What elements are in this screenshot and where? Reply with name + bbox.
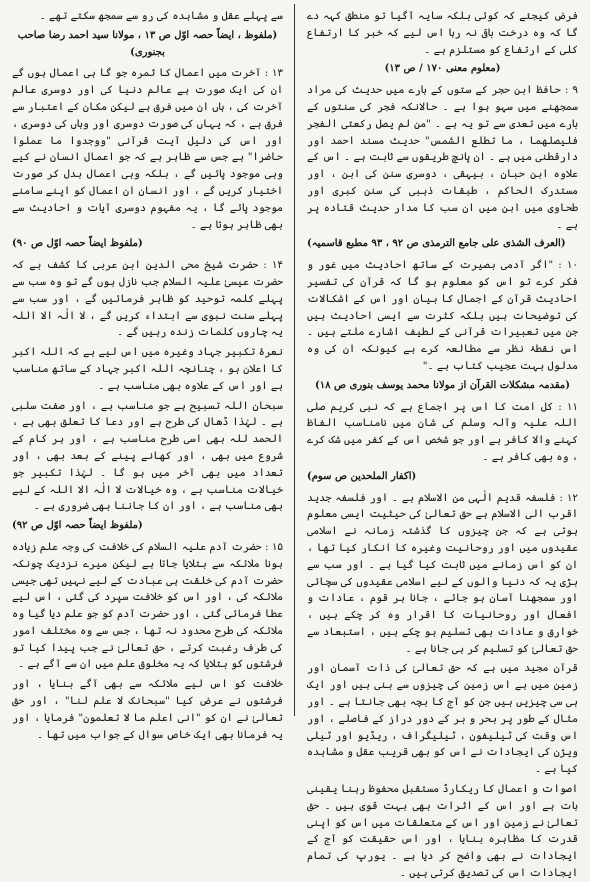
paragraph: قرآن مجید میں ہے کہ حق تعالیٰ کی ذات آسمان اور زمین میں ہے اس زمین کی چیزوں سے بنی ہیں اور ایک ہی سی چیزیں ہیں جن کو آج کا بچہ بھی جانتا ہے ۔ اور مثال کے طور پر بحر و بر کے دور دراز کے فاصلے ، اور اس وقت کی ٹیلیفون ، ٹیلیگراف ، ریڈیو اور ٹیلی ویژن کی ایجادات نے اس کو بھی قریب عقل و مشاہدہ کیا ہے ۔ [307,662,578,776]
paragraph: اصوات و اعمال کا ریکارڈ مستقبل محفوظ رہنا یقینی بات ہے اور اس کے اثرات بھی بہت قوی ہیں ۔ حق تعالیٰ نے زمین اور اس کے متعلقات میں اس کو اپنی قدرت کا مظاہرہ بنایا ، اور اس حقیقت کو آج کے ایجادات نے بھی واضح کر دیا ہے ۔ یورپ کی تمام ایجادات اس کی تصدیق کرتی ہیں ۔ [307,783,578,880]
paragraph: ۹ : حافظ ابن حجر کے ستوں کے بارے میں حدیث کی مراد سمجھنے میں سہو ہوا ہے ۔ حالانکہ فجر کی سنتوں کے بارے میں تعدی سے تو یہ ہے ۔ "من لم یصل رکعتی الفجر فلیصلھما ، ما تطلع الشمس" حدیث مسند احمد اور دارقطنی میں ہے ۔ ان پانچ طریقوں سے ثابت ہے ۔ اس کے علاوہ ابن حبان ، بیہقی ، دوسری سنن کی ابن ، اور مستدرک الحاکم ، طبقات ذہبی کی سنن کبری اور طحاوی میں ابن میں ان سب کا مدار حدیث قتادہ پر ہے ۔ [307,84,578,231]
citation: (معلوم معنی ۱۷۰ / ص ۱۳) [384,63,501,75]
citation: (ملفوظ ایضاً حصہ اوّل ص ۹۲) [12,520,143,532]
paragraph: ۱۴ : حضرت شیخ محی الدین ابن عربی کا کشف ہے کہ حضرت عیسیٰ علیہ السلام جب نازل ہوں گے تو وہ سب سے پہلے کلمہ توحید کو ظاہر فرمائیں گے ، اور سب سے پہلے سنت نبوی سے ابتداء کریں گے ، لا الٰہ الا اللہ یہ چاروں کلمات زندہ رہیں گے ۔ [12,259,283,339]
paragraph: نعرۂ تکبیر جہاد وغیرہ میں اس لیے ہے کہ اللہ اکبر کا اعلان ہو ، چنانچہ اللہ اکبر جہاد کے ساتھ مناسب ہے اور اس کے علاوہ بھی مناسب ہے ۔ [12,346,283,392]
left-column [6,6,289,741]
paragraph: ۱۲ : فلسفہ قدیم الٰہی من الاسلام ہے ۔ اور فلسفہ جدید اقرب الی الاسلام ہے حق تعالیٰ کی حیثیت ایسی معلوم ہوتی ہے کہ جن چیزوں کا گذشتہ زمانہ نے اسلامی عقیدوں میں اور روحانیت وغیرہ کا انکار کیا تھا ، ان کو اس زمانے میں ثابت کیا گیا ہے ۔ اور سب سے بڑی یہ کہ دنیا والوں کے لیے اسلامی عقیدوں کی سچائی اور سمجھنا آسان ہو جائے ، جانا ہر قوم ، عادات و افعال اور روحانیات کا اقرار وہ کر چکے ہیں ، خوارق و عادات بھی تسلیم ہو چکے ہیں ، استبعاد سے حق تعالیٰ کو تسلیم کر ہی جانا ہے ۔ [307,491,578,655]
column-divider [294,4,295,716]
citation: (مقدمہ مشکلات القرآن از مولانا محمد یوسف بنوری ص ۱۸) [314,379,571,391]
paragraph: ۱۱ : کل امت کا اس پر اجماع ہے کہ نبی کریم صلی اللہ علیہ وآلہ وسلم کی شان میں نامناسب الفاظ کہنے والا کافر ہے اور جو شخص اس کے کفر میں شک کرے ، وہ بھی کافر ہے ۔ [307,400,578,463]
paragraph: ۱۰ : "اگر آدمی بصیرت کے ساتھ احادیث میں غور و فکر کرے تو اس کو معلوم ہو گا کہ قرآن کی تفسیر احادیث قرآن کے اجمال کا بیان اور اس کے اشکالات کی توضیحات ہیں بلکہ کثرت سے ایسی احادیث ہیں جن میں تعبیرات قرآنی کے لطیف اشارے ملتے ہیں ۔ اس نقطۂ نظر سے مطالعہ کرے ہے کیونکہ ان کی وہ مدلول بہت عجیب کتاب ہے ۔" [307,259,578,372]
paragraph: خلافت کو اس لیے ملائکہ سے بھی آگے بنایا ، اور فرشتوں نے عرض کیا "سبحانک لا علم لنا" ، اور حق تعالیٰ نے ان کو "انی اعلم ما لا تعلمون" فرمایا ، اور یہ فرمانا بھی ایک خاص سوال کے جواب میں تھا ۔ [12,678,283,741]
citation: (ملفوظ ، ایضاً حصہ اوّل ص ۱۳ ، مولانا سید احمد رضا صاحب بجنوری) [17,29,278,58]
paragraph: سبحان اللہ تسبیح ہے جو مناسب ہے ، اور صفت سلبی ہے ۔ لہٰذا ڈھال کی طرح ہے اور دعا کا تعلق بھی ہے ، الحمد للہ بھی اسی طرح مناسب ہے ، اور ہر کام کے شروع میں بھی ، اور کھانے پینے کے بعد بھی ، اور تعداد میں بھی آخر میں ہو گا ۔ لہٰذا تکبیر جو خیالات مناسب ہے ، وہ خیالات لا الٰہ الا اللہ کے لیے بھی مناسب ہے ، اور ان کا جاننا بھی ضروری ہے ۔ [12,399,283,513]
paragraph: سے پہلے عقل و مشاہدہ کی رو سے سمجھ سکتے تھے ۔ [39,10,283,22]
paragraph: ۱۳ : آخرت میں اعمال کا ثمرہ جو گا ہی اعمال ہوں گے ان کی ایک صورت ہے عالم دنیا کی اور دوسری عالم آخرت کی ، ہاں ان میں فرق ہے لیکن مکان کے اعتبار سے فرق ہے ، کہ یہاں کی صورت دوسری اور وہاں کی دوسری ، اور اس کی دلیل آیت قرآنی "ووجدوا ما عملوا حاضرا" ہے جس سے ظاہر ہے کہ جو اعمال انسان نے کیے وہی موجود پائیں گے ، بلکہ وہی اعمال بدل کر صورت اختیار کریں گے ، اور انسان ان اعمال کو اپنے سامنے موجود پائے گا ، یہ مفہوم دوسری آیات و احادیث سے بھی ظاہر ہوتا ہے ۔ [12,67,283,231]
paragraph: فرض کیجئے کہ کوئی بلکہ سایہ آگیا تو منطق کہہ دے گا کہ وہ درخت باقی نہ رہا اس لیے کہ خبر کا ارتفاع کلی کے ارتفاع کو مستلزم ہے ۔ [307,10,578,56]
paragraph: ۱۵ : حضرت آدم علیہ السلام کی خلافت کی وجہ علم زیادہ ہونا ملائکہ سے بتلایا جاتا ہے لیکن میرے نزدیک چونکہ حضرت آدم کی خلقت ہی عبادت کے لیے نہیں تھی جیسی ملائکہ کی ، اور اس کو خلافت سپرد کی گئی ، اس لیے عطا فرمائی گئی ، اور حضرت آدم کو جو علم دیا گیا وہ ملائکہ کی طرح محدود نہ تھا ، جس سے وہ مختلف امور کی طرف رغبت کرتے ، حق تعالیٰ نے جب پیدا کیا تو فرشتوں کو بتلایا کہ یہ مخلوق علم میں ان سے آگے ہے ۔ [12,540,283,671]
citation: (العرف الشذی علی جامع الترمذی ص ۹۲ ، ۹۳ مطبع قاسمیہ) [307,238,566,250]
right-column [301,6,584,880]
citation: (اکفار الملحدین ص سوم) [307,470,417,482]
citation: (ملفوظ ایضاً حصہ اوّل ص ۹۰) [12,238,143,250]
